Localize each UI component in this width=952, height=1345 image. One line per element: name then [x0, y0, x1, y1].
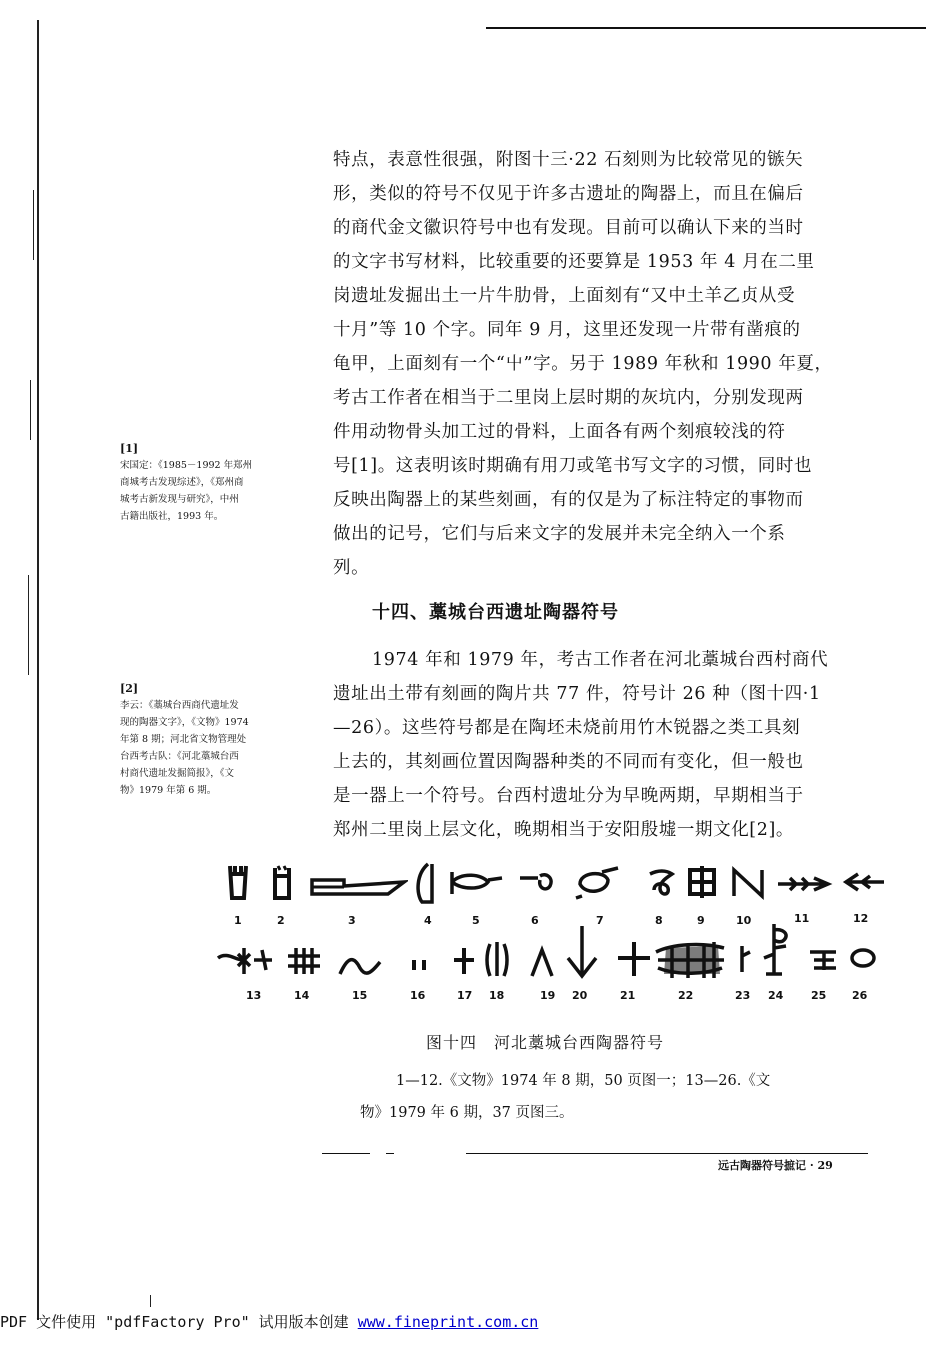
pottery-symbol	[646, 868, 676, 900]
body-line: 1974 年和 1979 年，考古工作者在河北藁城台西村商代	[372, 650, 829, 670]
body-line: 考古工作者在相当于二里岗上层时期的灰坑内，分别发现两	[333, 388, 804, 408]
footnote-line: 现的陶器文字》，《文物》1974	[120, 717, 249, 728]
pottery-symbol	[448, 868, 504, 898]
pottery-symbol	[450, 944, 478, 978]
footnote-number: [1]	[120, 442, 139, 455]
pottery-symbol	[774, 874, 834, 894]
body-line: 龟甲，上面刻有一个“屮”字。另于 1989 年秋和 1990 年夏，	[333, 354, 833, 374]
pottery-symbol	[408, 954, 432, 974]
body-line: 反映出陶器上的某些刻画，有的仅是为了标注特定的事物而	[333, 490, 804, 510]
pottery-symbol	[806, 946, 840, 974]
body-line: 郑州二里岗上层文化，晚期相当于安阳殷墟一期文化[2]。	[333, 820, 794, 840]
pottery-symbol	[760, 918, 796, 982]
figure-source: 1—12.《文物》1974 年 8 期，50 页图一；13—26.《文	[396, 1073, 771, 1089]
body-line: 号[1]。这表明该时期确有用刀或笔书写文字的习惯，同时也	[333, 456, 813, 476]
pdf-creator-text: PDF 文件使用 "pdfFactory Pro" 试用版本创建	[0, 1313, 358, 1331]
symbol-number: 19	[540, 989, 556, 1002]
symbol-number: 22	[678, 989, 694, 1002]
symbol-number: 2	[277, 914, 285, 927]
footer-rule	[386, 1153, 394, 1154]
symbol-number: 25	[811, 989, 827, 1002]
footer-rule	[466, 1153, 868, 1154]
pottery-symbol	[528, 944, 556, 980]
figure-source: 物》1979 年 6 期，37 页图三。	[360, 1105, 574, 1121]
footnote-line: 古籍出版社，1993 年。	[120, 511, 224, 522]
footnote-line: 商城考古发现综述》，《郑州商	[120, 477, 244, 488]
pottery-symbol	[482, 938, 512, 980]
footnote-number: [2]	[120, 682, 139, 695]
body-line: 十月”等 10 个字。同年 9 月，这里还发现一片带有凿痕的	[333, 320, 801, 340]
symbol-number: 10	[736, 914, 752, 927]
pottery-symbol	[308, 874, 408, 898]
symbol-number: 23	[735, 989, 751, 1002]
pottery-symbol	[562, 922, 602, 982]
footer-mark	[150, 1295, 151, 1307]
body-line: 特点，表意性很强，附图十三·22 石刻则为比较常见的镞矢	[333, 150, 804, 170]
top-rule	[486, 27, 926, 29]
body-line: 是一器上一个符号。台西村遗址分为早晚两期，早期相当于	[333, 786, 804, 806]
footer-rule	[322, 1153, 370, 1154]
body-line: 的商代金文徽识符号中也有发现。目前可以确认下来的当时	[333, 218, 804, 238]
margin-mark	[33, 190, 34, 260]
pottery-symbol	[614, 938, 654, 980]
body-line: 做出的记号，它们与后来文字的发展并未完全纳入一个系	[333, 524, 786, 544]
pottery-symbol	[516, 870, 556, 894]
symbol-number: 14	[294, 989, 310, 1002]
symbol-number: 18	[489, 989, 505, 1002]
symbol-number: 8	[655, 914, 663, 927]
symbol-number: 15	[352, 989, 368, 1002]
pottery-symbol	[336, 952, 384, 978]
symbol-number: 6	[531, 914, 539, 927]
body-line: 上去的，其刻画位置因陶器种类的不同而有变化，但一般也	[333, 752, 804, 772]
symbol-number: 17	[457, 989, 473, 1002]
pottery-symbol	[730, 866, 766, 900]
body-line: 遗址出土带有刻画的陶片共 77 件，符号计 26 种（图十四·1	[333, 684, 821, 704]
body-line: 件用动物骨头加工过的骨料，上面各有两个刻痕较浅的符	[333, 422, 786, 442]
running-footer: 远古陶器符号摭记 · 29	[718, 1159, 833, 1172]
symbol-number: 4	[424, 914, 432, 927]
pottery-symbol	[226, 862, 250, 904]
pottery-symbol	[270, 862, 294, 904]
body-line: 形，类似的符号不仅见于许多古遗址的陶器上，而且在偏后	[333, 184, 804, 204]
pottery-symbol	[214, 944, 276, 978]
symbol-number: 26	[852, 989, 868, 1002]
pottery-symbol	[572, 864, 624, 900]
footnote-line: 村商代遗址发掘简报》，《文	[120, 768, 235, 779]
margin-mark	[28, 575, 29, 675]
footnote-line: 宋国定：《1985－1992 年郑州	[120, 460, 253, 471]
body-line: 列。	[333, 558, 370, 578]
body-line: 岗遗址发掘出土一片牛肋骨，上面刻有“又中土羊乙贞从受	[333, 286, 796, 306]
symbol-number: 16	[410, 989, 426, 1002]
section-heading: 十四、藁城台西遗址陶器符号	[372, 602, 619, 623]
footnote-1	[120, 440, 320, 525]
pottery-symbol	[842, 872, 888, 894]
symbol-number: 5	[472, 914, 480, 927]
symbol-number: 7	[596, 914, 604, 927]
symbol-number: 12	[853, 912, 869, 925]
symbol-number: 1	[234, 914, 242, 927]
pottery-symbol	[652, 938, 728, 982]
footnote-line: 李云：《藁城台西商代遗址发	[120, 700, 239, 711]
pdf-creator-footer	[0, 1311, 538, 1332]
pottery-symbol	[734, 942, 754, 976]
symbol-number: 11	[794, 912, 810, 925]
footnote-line: 年第 8 期；河北省文物管理处	[120, 734, 247, 745]
symbol-number: 9	[697, 914, 705, 927]
footnote-line: 物》1979 年第 6 期。	[120, 785, 217, 796]
pottery-symbol	[848, 946, 878, 970]
symbol-number: 13	[246, 989, 262, 1002]
pottery-symbol	[412, 860, 436, 906]
pottery-symbol	[284, 944, 324, 978]
footnote-line: 台西考古队：《河北藁城台西	[120, 751, 239, 762]
margin-mark	[30, 380, 31, 440]
symbol-number: 3	[348, 914, 356, 927]
fineprint-link[interactable]: www.fineprint.com.cn	[357, 1313, 539, 1331]
footnote-line: 城考古新发现与研究》，中州	[120, 494, 239, 505]
body-line: —26）。这些符号都是在陶坯未烧前用竹木锐器之类工具刻	[333, 718, 801, 738]
binding-line	[37, 20, 39, 1320]
symbol-number: 21	[620, 989, 636, 1002]
figure-title: 图十四 河北藁城台西陶器符号	[426, 1033, 665, 1052]
symbol-number: 24	[768, 989, 784, 1002]
footnote-2	[120, 680, 320, 799]
pottery-symbol	[686, 864, 718, 900]
body-line: 的文字书写材料，比较重要的还要算是 1953 年 4 月在二里	[333, 252, 815, 272]
symbol-number: 20	[572, 989, 588, 1002]
